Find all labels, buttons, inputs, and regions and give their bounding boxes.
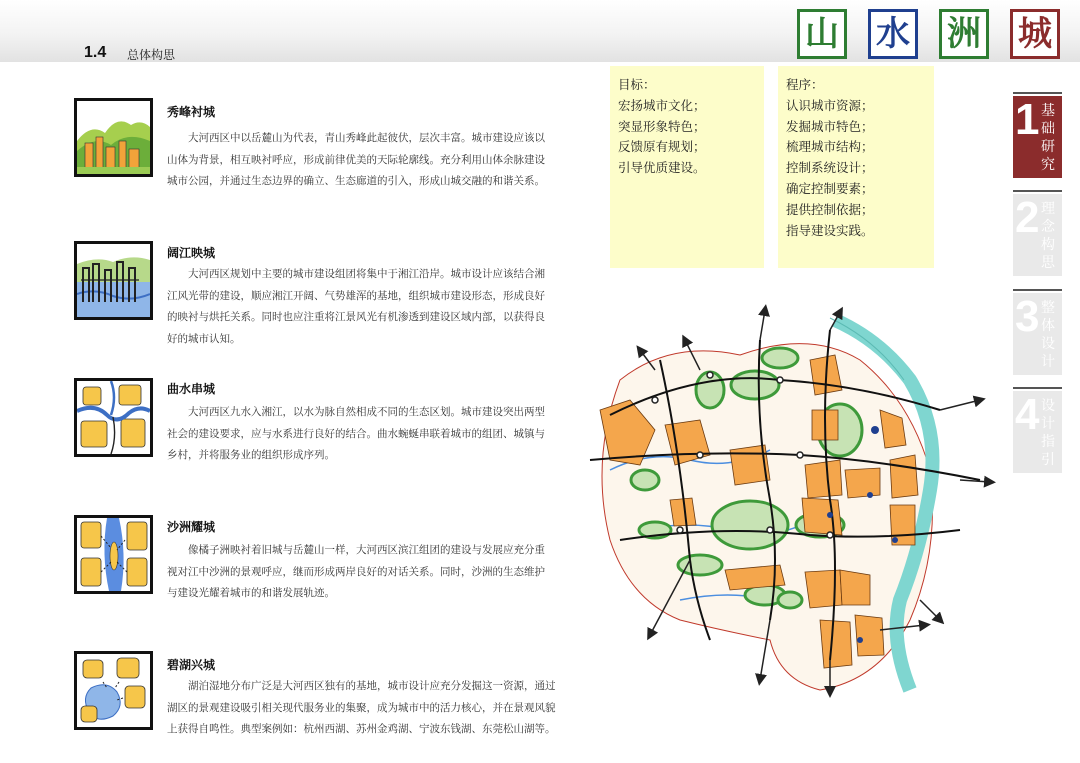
concept-title-3: 曲水串城 (167, 382, 216, 396)
procedure-item: 梳理城市结构； (786, 139, 874, 155)
riverside-city-icon (74, 241, 153, 320)
tab-basic-research[interactable] (1013, 96, 1062, 178)
tab-number: 2 (1015, 193, 1040, 242)
tab-label: 设计指引 (1041, 398, 1055, 468)
tab-overall-design[interactable] (1013, 293, 1062, 375)
procedure-item: 提供控制依据； (786, 201, 874, 217)
tab-design-guide[interactable] (1013, 391, 1062, 473)
procedure-item: 确定控制要素； (786, 180, 874, 196)
tab-number: 3 (1015, 292, 1040, 341)
concept-title-5: 碧湖兴城 (167, 658, 216, 672)
section-number: 1.4 (84, 44, 107, 61)
brand-char-mountain: 山 (797, 9, 847, 59)
tab-label: 理念构思 (1041, 201, 1055, 271)
goals-item: 突显形象特色； (618, 118, 706, 134)
procedure-item: 发掘城市特色； (786, 118, 874, 134)
concept-body-3: 大河西区九水入湘江，以水为脉自然相成不同的生态区划。城市建设突出两型社会的建设要求，应与水系进行良好的结合。曲水蜿蜒串联着城市的组团、城镇与乡村，并将服务业的组织形成序列。 (167, 406, 545, 461)
procedure-note (778, 66, 934, 268)
lake-city-icon (74, 651, 153, 730)
winding-water-icon (74, 378, 153, 457)
concept-body-2: 大河西区规划中主要的城市建设组团将集中于湘江沿岸。城市设计应该结合湘江风光带的建设，顺应湘江开阔、气势雄浑的基地，组织城市建设形态，形成良好的映衬与烘托关系。同时也应注重将江景风光有机渗透到建设区域内部，以获得良好的城市认知。 (167, 268, 545, 345)
sandbar-city-icon (74, 515, 153, 594)
tab-label: 整体设计 (1041, 300, 1055, 370)
concept-body-5: 湖泊湿地分布广泛是大河西区独有的基地，城市设计应充分发掘这一资源，通过湖区的景观建设吸引相关现代服务业的集聚，成为城市中的活力核心，并在景观风貌上获得自鸣性。典型案例如：杭州西湖、苏州金鸡湖、宁波东钱湖、东莞松山湖等。 (167, 680, 556, 735)
procedure-item: 指导建设实践。 (786, 222, 874, 238)
concept-body-1: 大河西区中以岳麓山为代表，青山秀峰此起彼伏，层次丰富。城市建设应该以山体为背景，相互映衬呼应，形成前律优美的天际轮廓线。充分利用山体余脉建设城市公园，并通过生态边界的确立、生态廊道的引入，形成山城交融的和谐关系。 (167, 132, 545, 187)
concept-title-1: 秀峰衬城 (167, 105, 216, 119)
goals-item: 宏扬城市文化； (618, 97, 706, 113)
tab-label: 基础研究 (1041, 103, 1055, 173)
city-structure-sketch (580, 300, 1000, 700)
goals-item: 反馈原有规划； (618, 139, 706, 155)
procedure-heading: 程序： (786, 77, 824, 92)
tab-concept[interactable] (1013, 194, 1062, 276)
procedure-item: 控制系统设计； (786, 160, 874, 176)
mountain-city-icon (74, 98, 153, 177)
procedure-item: 认识城市资源； (786, 97, 874, 113)
brand-char-water: 水 (868, 9, 918, 59)
section-title: 总体构思 (127, 48, 176, 62)
brand-char-isle: 洲 (939, 9, 989, 59)
goals-item: 引导优质建设。 (618, 160, 706, 176)
tab-number: 4 (1015, 390, 1040, 439)
brand-char-city: 城 (1010, 9, 1060, 59)
concept-title-4: 沙洲耀城 (167, 520, 216, 534)
concept-body-4: 像橘子洲映衬着旧城与岳麓山一样，大河西区滨江组团的建设与发展应充分重视对江中沙洲的景观呼应，继而形成两岸良好的对话关系。同时，沙洲的生态维护与建设光耀着城市的和谐发展轨迹。 (167, 544, 545, 599)
concept-title-2: 阔江映城 (167, 246, 216, 260)
goals-heading: 目标： (618, 77, 656, 92)
goals-note (610, 66, 764, 268)
tab-number: 1 (1015, 95, 1040, 144)
